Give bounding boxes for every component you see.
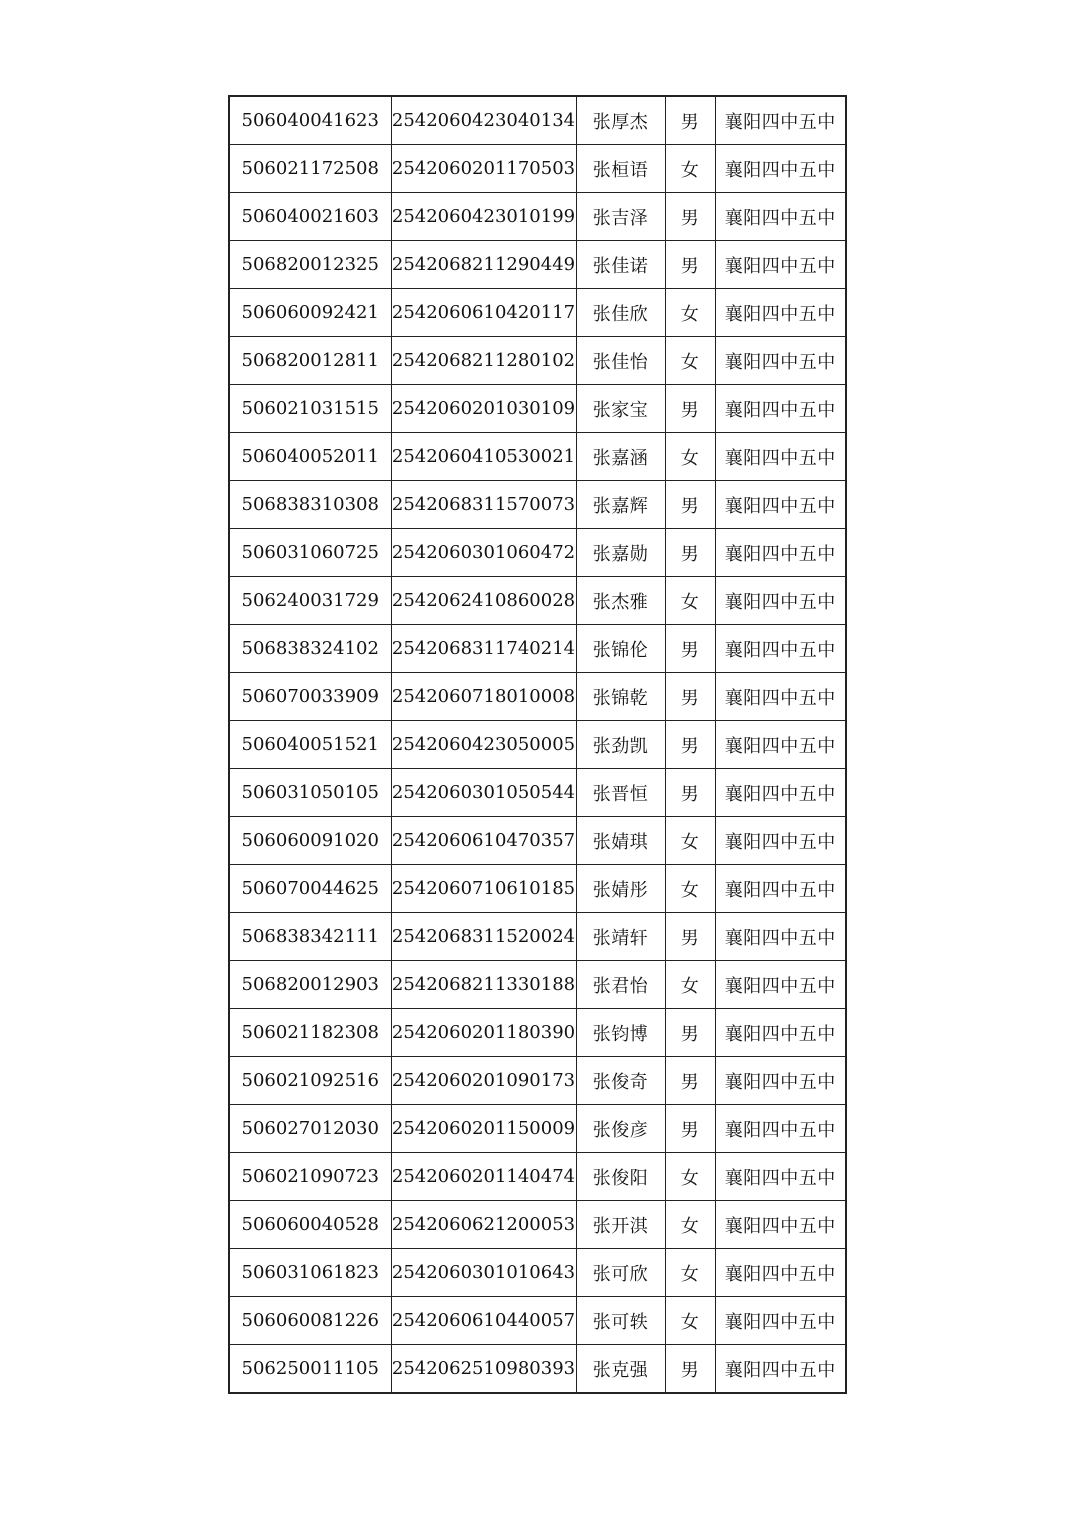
exam-number-cell: 506070044625 bbox=[229, 865, 391, 913]
table-row bbox=[229, 289, 846, 337]
student-name-cell: 张家宝 bbox=[576, 385, 665, 433]
school-cell: 襄阳四中五中 bbox=[715, 673, 846, 721]
school-cell: 襄阳四中五中 bbox=[715, 1201, 846, 1249]
registration-number-cell: 2542068311740214 bbox=[391, 625, 576, 673]
exam-number-cell: 506021090723 bbox=[229, 1153, 391, 1201]
registration-number-cell: 2542060201140474 bbox=[391, 1153, 576, 1201]
gender-cell: 男 bbox=[665, 673, 715, 721]
registration-number-cell: 2542060610440057 bbox=[391, 1297, 576, 1345]
student-name-cell: 张厚杰 bbox=[576, 96, 665, 145]
exam-number-cell: 506250011105 bbox=[229, 1345, 391, 1394]
gender-cell: 男 bbox=[665, 625, 715, 673]
school-cell: 襄阳四中五中 bbox=[715, 721, 846, 769]
table-row bbox=[229, 673, 846, 721]
table-row bbox=[229, 241, 846, 289]
student-name-cell: 张可欣 bbox=[576, 1249, 665, 1297]
gender-cell: 女 bbox=[665, 289, 715, 337]
exam-number-cell: 506021031515 bbox=[229, 385, 391, 433]
table-row bbox=[229, 337, 846, 385]
exam-number-cell: 506021092516 bbox=[229, 1057, 391, 1105]
exam-number-cell: 506060092421 bbox=[229, 289, 391, 337]
student-name-cell: 张佳诺 bbox=[576, 241, 665, 289]
registration-number-cell: 2542060621200053 bbox=[391, 1201, 576, 1249]
school-cell: 襄阳四中五中 bbox=[715, 433, 846, 481]
gender-cell: 男 bbox=[665, 769, 715, 817]
exam-number-cell: 506021172508 bbox=[229, 145, 391, 193]
gender-cell: 女 bbox=[665, 433, 715, 481]
exam-number-cell: 506060091020 bbox=[229, 817, 391, 865]
registration-number-cell: 2542060710610185 bbox=[391, 865, 576, 913]
table-row bbox=[229, 961, 846, 1009]
school-cell: 襄阳四中五中 bbox=[715, 96, 846, 145]
table-row bbox=[229, 817, 846, 865]
registration-number-cell: 2542060718010008 bbox=[391, 673, 576, 721]
school-cell: 襄阳四中五中 bbox=[715, 625, 846, 673]
school-cell: 襄阳四中五中 bbox=[715, 529, 846, 577]
registration-number-cell: 2542060301050544 bbox=[391, 769, 576, 817]
table-row bbox=[229, 385, 846, 433]
gender-cell: 女 bbox=[665, 1153, 715, 1201]
exam-number-cell: 506240031729 bbox=[229, 577, 391, 625]
exam-number-cell: 506820012325 bbox=[229, 241, 391, 289]
school-cell: 襄阳四中五中 bbox=[715, 385, 846, 433]
table-row bbox=[229, 865, 846, 913]
gender-cell: 女 bbox=[665, 577, 715, 625]
student-name-cell: 张吉泽 bbox=[576, 193, 665, 241]
gender-cell: 男 bbox=[665, 1345, 715, 1394]
school-cell: 襄阳四中五中 bbox=[715, 241, 846, 289]
student-name-cell: 张钧博 bbox=[576, 1009, 665, 1057]
roster-body bbox=[229, 96, 846, 1393]
school-cell: 襄阳四中五中 bbox=[715, 961, 846, 1009]
gender-cell: 男 bbox=[665, 241, 715, 289]
exam-number-cell: 506820012903 bbox=[229, 961, 391, 1009]
exam-number-cell: 506040021603 bbox=[229, 193, 391, 241]
school-cell: 襄阳四中五中 bbox=[715, 481, 846, 529]
table-row bbox=[229, 769, 846, 817]
table-row bbox=[229, 1345, 846, 1394]
school-cell: 襄阳四中五中 bbox=[715, 1057, 846, 1105]
school-cell: 襄阳四中五中 bbox=[715, 1345, 846, 1394]
exam-number-cell: 506060040528 bbox=[229, 1201, 391, 1249]
student-name-cell: 张锦乾 bbox=[576, 673, 665, 721]
registration-number-cell: 2542060301060472 bbox=[391, 529, 576, 577]
student-name-cell: 张晋恒 bbox=[576, 769, 665, 817]
student-name-cell: 张锦伦 bbox=[576, 625, 665, 673]
student-name-cell: 张佳欣 bbox=[576, 289, 665, 337]
table-row bbox=[229, 193, 846, 241]
exam-number-cell: 506031060725 bbox=[229, 529, 391, 577]
exam-number-cell: 506838324102 bbox=[229, 625, 391, 673]
student-name-cell: 张开淇 bbox=[576, 1201, 665, 1249]
registration-number-cell: 2542060201170503 bbox=[391, 145, 576, 193]
exam-number-cell: 506040052011 bbox=[229, 433, 391, 481]
exam-number-cell: 506060081226 bbox=[229, 1297, 391, 1345]
student-name-cell: 张婧琪 bbox=[576, 817, 665, 865]
registration-number-cell: 2542068211290449 bbox=[391, 241, 576, 289]
school-cell: 襄阳四中五中 bbox=[715, 817, 846, 865]
gender-cell: 女 bbox=[665, 1201, 715, 1249]
student-name-cell: 张俊彦 bbox=[576, 1105, 665, 1153]
gender-cell: 男 bbox=[665, 481, 715, 529]
gender-cell: 男 bbox=[665, 529, 715, 577]
table-row bbox=[229, 577, 846, 625]
gender-cell: 男 bbox=[665, 385, 715, 433]
gender-cell: 女 bbox=[665, 337, 715, 385]
gender-cell: 男 bbox=[665, 721, 715, 769]
student-name-cell: 张克强 bbox=[576, 1345, 665, 1394]
gender-cell: 女 bbox=[665, 145, 715, 193]
school-cell: 襄阳四中五中 bbox=[715, 1249, 846, 1297]
registration-number-cell: 2542060201090173 bbox=[391, 1057, 576, 1105]
student-name-cell: 张婧彤 bbox=[576, 865, 665, 913]
gender-cell: 男 bbox=[665, 1105, 715, 1153]
registration-number-cell: 2542060201150009 bbox=[391, 1105, 576, 1153]
table-row bbox=[229, 1105, 846, 1153]
exam-number-cell: 506027012030 bbox=[229, 1105, 391, 1153]
registration-number-cell: 2542062510980393 bbox=[391, 1345, 576, 1394]
student-name-cell: 张嘉涵 bbox=[576, 433, 665, 481]
school-cell: 襄阳四中五中 bbox=[715, 289, 846, 337]
school-cell: 襄阳四中五中 bbox=[715, 1297, 846, 1345]
registration-number-cell: 2542060201030109 bbox=[391, 385, 576, 433]
exam-number-cell: 506031061823 bbox=[229, 1249, 391, 1297]
table-row bbox=[229, 145, 846, 193]
registration-number-cell: 2542062410860028 bbox=[391, 577, 576, 625]
student-name-cell: 张俊奇 bbox=[576, 1057, 665, 1105]
table-row bbox=[229, 721, 846, 769]
student-name-cell: 张可轶 bbox=[576, 1297, 665, 1345]
gender-cell: 女 bbox=[665, 961, 715, 1009]
table-row bbox=[229, 1249, 846, 1297]
table-row bbox=[229, 529, 846, 577]
table-row bbox=[229, 433, 846, 481]
school-cell: 襄阳四中五中 bbox=[715, 145, 846, 193]
school-cell: 襄阳四中五中 bbox=[715, 865, 846, 913]
student-name-cell: 张佳怡 bbox=[576, 337, 665, 385]
student-name-cell: 张靖轩 bbox=[576, 913, 665, 961]
registration-number-cell: 2542068311570073 bbox=[391, 481, 576, 529]
table-row bbox=[229, 913, 846, 961]
gender-cell: 男 bbox=[665, 193, 715, 241]
school-cell: 襄阳四中五中 bbox=[715, 193, 846, 241]
table-row bbox=[229, 1009, 846, 1057]
school-cell: 襄阳四中五中 bbox=[715, 1153, 846, 1201]
gender-cell: 男 bbox=[665, 913, 715, 961]
gender-cell: 男 bbox=[665, 1009, 715, 1057]
registration-number-cell: 2542060301010643 bbox=[391, 1249, 576, 1297]
student-name-cell: 张杰雅 bbox=[576, 577, 665, 625]
registration-number-cell: 2542060423050005 bbox=[391, 721, 576, 769]
student-name-cell: 张嘉辉 bbox=[576, 481, 665, 529]
student-name-cell: 张劲凯 bbox=[576, 721, 665, 769]
table-row bbox=[229, 96, 846, 145]
table-row bbox=[229, 1153, 846, 1201]
registration-number-cell: 2542060610470357 bbox=[391, 817, 576, 865]
exam-number-cell: 506820012811 bbox=[229, 337, 391, 385]
gender-cell: 女 bbox=[665, 817, 715, 865]
gender-cell: 男 bbox=[665, 1057, 715, 1105]
school-cell: 襄阳四中五中 bbox=[715, 1009, 846, 1057]
student-name-cell: 张嘉勋 bbox=[576, 529, 665, 577]
exam-number-cell: 506031050105 bbox=[229, 769, 391, 817]
table-row bbox=[229, 1297, 846, 1345]
school-cell: 襄阳四中五中 bbox=[715, 577, 846, 625]
student-name-cell: 张俊阳 bbox=[576, 1153, 665, 1201]
exam-number-cell: 506838310308 bbox=[229, 481, 391, 529]
registration-number-cell: 2542060423010199 bbox=[391, 193, 576, 241]
gender-cell: 男 bbox=[665, 96, 715, 145]
gender-cell: 女 bbox=[665, 1297, 715, 1345]
registration-number-cell: 2542060610420117 bbox=[391, 289, 576, 337]
school-cell: 襄阳四中五中 bbox=[715, 1105, 846, 1153]
school-cell: 襄阳四中五中 bbox=[715, 769, 846, 817]
table-row bbox=[229, 1201, 846, 1249]
registration-number-cell: 2542060410530021 bbox=[391, 433, 576, 481]
table-row bbox=[229, 481, 846, 529]
table-row bbox=[229, 625, 846, 673]
school-cell: 襄阳四中五中 bbox=[715, 913, 846, 961]
table-row bbox=[229, 1057, 846, 1105]
exam-number-cell: 506040041623 bbox=[229, 96, 391, 145]
registration-number-cell: 2542060201180390 bbox=[391, 1009, 576, 1057]
gender-cell: 女 bbox=[665, 1249, 715, 1297]
exam-number-cell: 506021182308 bbox=[229, 1009, 391, 1057]
registration-number-cell: 2542068311520024 bbox=[391, 913, 576, 961]
student-name-cell: 张桓语 bbox=[576, 145, 665, 193]
registration-number-cell: 2542068211280102 bbox=[391, 337, 576, 385]
school-cell: 襄阳四中五中 bbox=[715, 337, 846, 385]
gender-cell: 女 bbox=[665, 865, 715, 913]
exam-number-cell: 506838342111 bbox=[229, 913, 391, 961]
student-name-cell: 张君怡 bbox=[576, 961, 665, 1009]
exam-number-cell: 506070033909 bbox=[229, 673, 391, 721]
registration-number-cell: 2542060423040134 bbox=[391, 96, 576, 145]
student-roster-table bbox=[228, 95, 847, 1394]
registration-number-cell: 2542068211330188 bbox=[391, 961, 576, 1009]
exam-number-cell: 506040051521 bbox=[229, 721, 391, 769]
